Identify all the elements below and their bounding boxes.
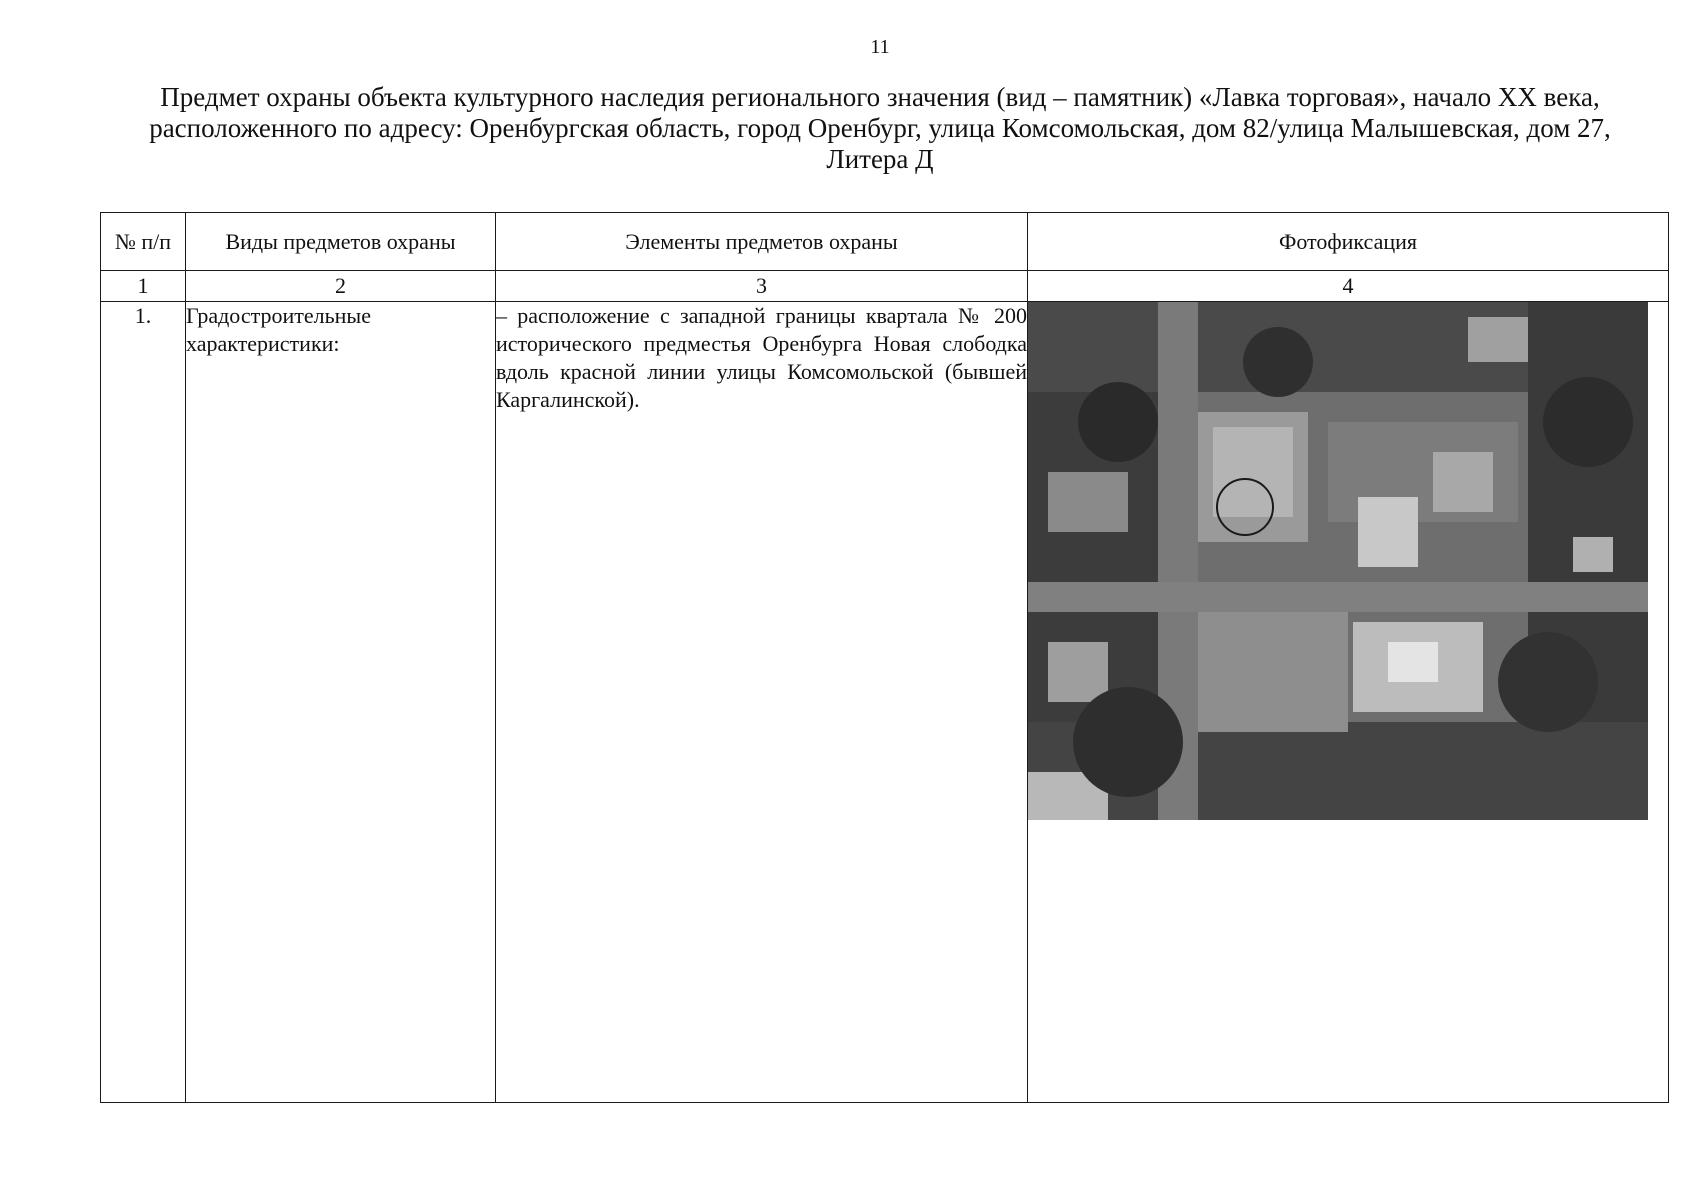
row-number: 1. xyxy=(101,302,186,1103)
header-number: № п/п xyxy=(101,213,186,271)
title-line-1: Предмет охраны объекта культурного наследия регионального значения (вид – памятник) «Лавка торговая», начало XX века, xyxy=(160,82,1600,112)
row-type: Градостроительные характеристики: xyxy=(186,302,496,1103)
title-line-3: Литера Д xyxy=(826,144,934,174)
row-photo-cell xyxy=(1028,302,1669,1103)
page-number: 11 xyxy=(870,36,890,58)
column-number-1: 1 xyxy=(101,271,186,302)
column-number-row xyxy=(101,271,1669,302)
header-row xyxy=(101,213,1669,271)
aerial-photo xyxy=(1028,302,1648,820)
column-number-4: 4 xyxy=(1028,271,1669,302)
document-title xyxy=(90,82,1670,175)
header-photo: Фотофиксация xyxy=(1028,213,1669,271)
header-elements: Элементы предметов охраны xyxy=(496,213,1028,271)
header-types: Виды предметов охраны xyxy=(186,213,496,271)
table-row xyxy=(101,302,1669,1103)
protection-table xyxy=(100,212,1669,1103)
row-elements: – расположение с западной границы квартала № 200 исторического предместья Оренбурга Новая слободка вдоль красной линии улицы Комсомольской (бывшей Каргалинской). xyxy=(496,302,1028,1103)
title-line-2: расположенного по адресу: Оренбургская область, город Оренбург, улица Комсомольская, дом 82/улица Малышевская, дом 27, xyxy=(149,113,1611,143)
column-number-3: 3 xyxy=(496,271,1028,302)
column-number-2: 2 xyxy=(186,271,496,302)
